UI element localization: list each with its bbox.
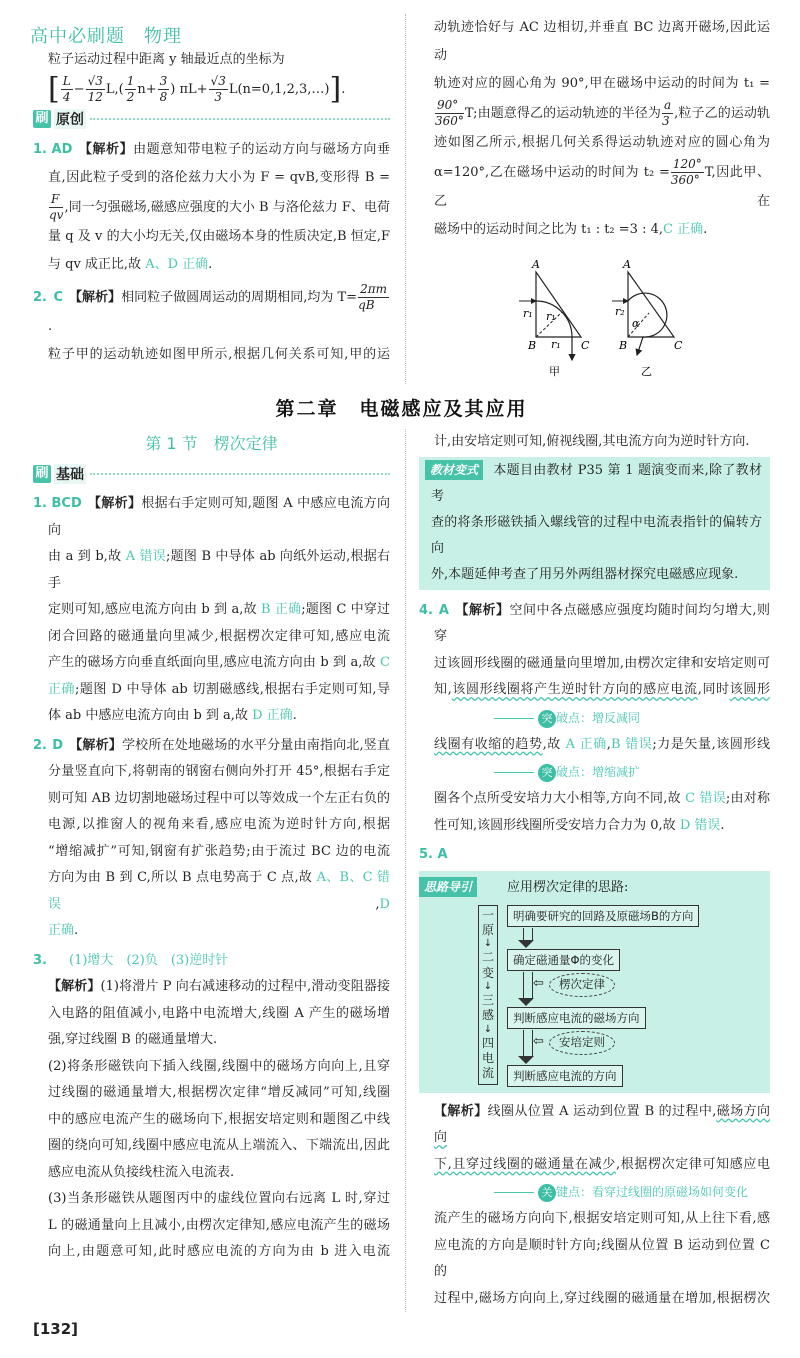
text-segment: ;题图 D 中导体 ab 切割磁感线,根据右手定则可知,导 (75, 681, 390, 697)
text-line (48, 918, 390, 945)
text-line (419, 598, 770, 651)
top-columns (30, 14, 770, 384)
text-segment: T;由题意得乙的运动轨迹的半径为 (464, 106, 661, 121)
text-line (48, 650, 390, 677)
side-char: 四 (481, 1035, 494, 1050)
analysis-tag: 【解析】 (87, 496, 142, 511)
answer-label: 2. C (33, 290, 63, 305)
text-segment: 直,因此粒子受到的洛伦兹力大小为 F = qvB,变形得 B = (48, 170, 390, 185)
right-column-bottom-wrap (405, 429, 770, 1312)
fraction (671, 157, 704, 188)
denominator: 12 (87, 90, 103, 104)
label-B: B (619, 339, 628, 352)
note-text: 破点：增缩减扩 (556, 765, 641, 779)
text-line (48, 1186, 390, 1213)
text-line (48, 1107, 390, 1134)
text-line (48, 1001, 390, 1028)
text-line (48, 865, 390, 918)
fraction (662, 98, 673, 129)
analysis-tag: 【解析】 (78, 142, 134, 157)
text-segment: (1)将滑片 P 向右减速移动的过程中,滑动变阻器接 (100, 979, 390, 994)
fraction (86, 74, 105, 105)
answer-block (419, 842, 770, 869)
answer-block (33, 948, 390, 975)
text-line (48, 1027, 390, 1054)
answer-block (33, 491, 390, 730)
right-column-top-wrap (405, 14, 770, 384)
denominator: 4 (62, 90, 71, 104)
denominator: qB (358, 298, 375, 312)
bottom-columns (33, 429, 770, 1312)
guide-side-steps (478, 905, 498, 1085)
answer-label: 1. AD (33, 142, 73, 157)
text-segment: 定则可知,感应电流方向由 b 到 a,故 (48, 602, 262, 617)
left-column-top (33, 46, 390, 369)
book-header-title: 高中必刷题 物理 (30, 26, 182, 47)
denominator: qv (49, 208, 64, 222)
answer-highlight: A、D 正确 (145, 257, 209, 272)
text-line (48, 1054, 390, 1081)
text-line (48, 677, 390, 704)
text-segment: α=120°,乙在磁场中运动的时间为 t₂ = (434, 165, 670, 180)
side-char: 一 (481, 907, 494, 922)
analysis-tag: 【解析】 (69, 290, 122, 305)
fraction (209, 74, 228, 105)
text-line (434, 216, 770, 244)
flow-step-2: 确定磁通量Φ的变化 (507, 949, 620, 971)
answer-highlight: C (380, 655, 390, 670)
badge-label: 基础 (54, 464, 86, 484)
dotted-rule (90, 118, 390, 120)
text-segment: ;题图 B 中导体 ab 向纸外运动,根据右手 (48, 549, 391, 591)
page-number: [132] (33, 1320, 79, 1338)
text-segment: 线圈从位置 A 运动到位置 B 的过程中, (487, 1103, 717, 1119)
section-badge (33, 105, 390, 133)
note-badge-icon: 突 (538, 710, 556, 728)
text-segment: 与 qv 成正比,故 (48, 257, 146, 272)
text-segment: . (292, 708, 297, 723)
answer-block (419, 598, 770, 840)
numerator: 3 (159, 74, 168, 88)
side-char: 电 (481, 1051, 494, 1066)
text-segment: 过线圈的磁通量增大,根据楞次定律“增反减同”可知,线圈 (48, 1085, 390, 1100)
text-line (48, 251, 390, 279)
fraction (358, 282, 389, 313)
fraction (125, 74, 137, 105)
text-line (431, 510, 762, 562)
analysis-tag: 【解析】 (455, 602, 510, 618)
text-segment: 量 q 及 v 的大小均无关,仅由磁场本身的性质决定,B 恒定,F (48, 229, 390, 244)
fraction (158, 74, 170, 105)
text-segment: 轨迹对应的圆心角为 90°,甲在磁场中运动的时间为 t₁ = (434, 76, 770, 91)
text-segment: 过该圆形线圈的磁通量向里增加,由楞次定律和安培定则可 (434, 655, 770, 671)
left-column-bottom (33, 460, 390, 1266)
down-arrow-icon: ↓ (483, 1023, 493, 1035)
text-segment: ,故 (542, 736, 566, 752)
text-line (434, 98, 770, 129)
text-segment: . (74, 923, 79, 938)
numerator: L (62, 74, 71, 88)
text-segment: . (720, 817, 725, 833)
text-line (434, 732, 770, 759)
key-underline: 该圆形线圈将产生逆时针方向的感应电流 (451, 682, 698, 697)
text-segment: ) πL+ (170, 82, 208, 97)
answer-block (33, 282, 390, 369)
hollow-down-arrow-icon (523, 1030, 533, 1056)
denominator: 2 (126, 90, 135, 104)
text-segment: 圈各个点所受安培力大小相等,方向不同,故 (434, 791, 686, 806)
key-underline: 磁场方向向 (434, 1103, 770, 1145)
answer-label: 5. A (419, 847, 448, 862)
text-line (434, 677, 770, 704)
text-line (33, 948, 390, 975)
text-segment: 外,本题延伸考查了用另外两组器材探究电磁感应现象. (431, 566, 739, 582)
right-column-bottom (419, 429, 770, 1312)
text-line (434, 157, 770, 216)
text-segment: 性可知,该圆形线圈所受安培力合力为 0,故 (434, 817, 680, 833)
text-segment: “增缩减扩”可知,钢窗有扩张趋势;由于流过 BC 边的电流 (48, 843, 390, 859)
text-line (434, 1233, 770, 1286)
text-line (434, 129, 770, 157)
badge-icon: 刷 (33, 465, 51, 483)
answer-highlight: A、B、C 错误 (48, 870, 390, 912)
text-line (48, 703, 390, 730)
analysis-tag: 【解析】 (48, 979, 101, 994)
text-segment: ,粒子乙的运动轨 (674, 106, 770, 121)
flow-step-3: 判断感应电流的磁场方向 (507, 1007, 646, 1029)
bracket: [ (48, 71, 60, 107)
denominator: 360° (670, 173, 700, 187)
rule-lenz-law: 楞次定律 (549, 973, 615, 997)
text-segment: n+ (137, 82, 157, 97)
answer-block (33, 136, 390, 279)
chapter-title: 第二章 电磁感应及其应用 (275, 398, 528, 420)
text-line (431, 562, 762, 588)
text-segment: L(n=0,1,2,3,…) (228, 82, 330, 97)
answer-highlight: D (379, 896, 390, 912)
text-segment: 计,由安培定则可知,俯视线圈,其电流方向为逆时针方向. (434, 434, 750, 449)
text-segment: ,同一匀强磁场,磁感应强度的大小 B 与洛伦兹力 F、电荷 (64, 200, 390, 215)
bracket: ] (329, 71, 342, 107)
numerator: 120° (672, 157, 702, 171)
text-segment: ,根据楞次定律可知感应电 (615, 1156, 770, 1172)
answer-label: 1. BCD (33, 496, 82, 511)
textbook-variant-box (419, 457, 770, 590)
hollow-down-arrow-icon (523, 972, 533, 998)
answer-highlight: B 正确 (261, 602, 302, 617)
text-line (48, 1080, 390, 1107)
text-line (33, 733, 390, 760)
text-segment: 入电路的阻值减小,电路中电流增大,线圈 A 产生的磁场增 (48, 1005, 390, 1021)
text-line (48, 974, 390, 1001)
rule-ampere-rule: 安培定则 (549, 1031, 615, 1055)
text-line (48, 1239, 390, 1266)
text-segment: 则可知 AB 边切割地磁场过程中可以等效成一个左正右负的 (48, 790, 390, 806)
answer-highlight: D 错误 (679, 817, 721, 833)
label-alpha: α (632, 317, 640, 330)
caption-yi: 乙 (641, 365, 652, 378)
text-line (434, 1286, 770, 1313)
figure-yi (612, 258, 683, 378)
label-B: B (528, 339, 537, 352)
text-segment: ;题图 C 中穿过 (301, 602, 390, 617)
text-segment: − (73, 82, 85, 97)
numerator: F (49, 192, 63, 208)
text-line (48, 71, 390, 107)
left-column-top-wrap (30, 14, 390, 369)
down-arrow-icon: ↓ (483, 980, 493, 992)
answer-block (33, 71, 390, 107)
badge-icon: 刷 (33, 110, 51, 128)
text-line (48, 192, 390, 223)
text-line (434, 70, 770, 98)
text-segment: 查的将条形磁铁插入螺线管的过程中电流表指针的偏转方向 (431, 514, 762, 556)
annotation-note (434, 1178, 770, 1206)
text-line (48, 1213, 390, 1240)
answer-highlight: D 正确 (252, 708, 293, 723)
text-segment: L,( (105, 82, 124, 97)
key-underline: 线圈有收缩的趋势 (434, 736, 543, 752)
text-line (431, 458, 762, 510)
text-line (48, 341, 390, 369)
note-badge-icon: 突 (538, 764, 556, 782)
note-text: 键点：看穿过线圈的原磁场如何变化 (556, 1185, 749, 1199)
analysis-tag: 【解析】 (434, 1103, 488, 1119)
text-segment: 圈的绕向可知,线圈中感应电流从上端流入、下端流出,因此 (48, 1138, 390, 1153)
note-badge-icon: 关 (538, 1184, 556, 1202)
text-line (434, 1206, 770, 1233)
arrow-icon (494, 1192, 534, 1193)
text-segment: 中的感应电流产生的磁场向下,根据安培定则和题图乙中线 (48, 1111, 390, 1127)
answer-highlight: A 正确 (565, 736, 607, 752)
text-segment: . (48, 319, 53, 334)
annotation-note (434, 758, 770, 786)
text-line (434, 429, 770, 456)
text-line (48, 46, 390, 74)
text-segment: L 的磁通量向上且减小,由楞次定律知,感应电流产生的磁场 (48, 1217, 390, 1233)
left-arrow-icon: ⇦ (533, 975, 544, 991)
side-char: 二 (481, 950, 494, 965)
fraction (61, 74, 73, 105)
text-segment: 由题意知带电粒子的运动方向与磁场方向垂 (133, 142, 390, 157)
text-segment: . (208, 257, 213, 272)
answer-label: 3. (33, 952, 47, 968)
text-segment: ,同时 (697, 682, 730, 697)
note-text: 破点：增反减同 (556, 710, 641, 725)
trajectory-figure (501, 250, 711, 380)
label-A: A (532, 258, 540, 271)
text-line (48, 1133, 390, 1160)
guide-title: 应用楞次定律的思路: (507, 879, 629, 895)
text-segment: 过程中,磁场方向向上,穿过线圈的磁通量在增加,根据楞次 (434, 1290, 770, 1306)
text-segment: 动轨迹恰好与 AC 边相切,并垂直 BC 边离开磁场,因此运动 (434, 20, 770, 63)
text-line (48, 812, 390, 839)
text-segment: . (703, 222, 708, 237)
text-line (48, 1160, 390, 1187)
text-line (434, 14, 770, 70)
answer-block (33, 733, 390, 945)
fraction (49, 192, 63, 223)
text-segment: 产生的磁场方向垂直纸面向里,感应电流方向由 b 到 a,故 (48, 655, 381, 670)
answer-block (419, 1099, 770, 1313)
text-line (434, 651, 770, 678)
guide-tag: 思路导引 (419, 877, 477, 897)
caption-jia: 甲 (549, 365, 560, 378)
text-segment: 体 ab 中感应电流方向由 b 到 a,故 (48, 708, 253, 723)
text-segment: 知, (434, 682, 452, 697)
text-segment: 感应电流从负接线柱流入电流表. (48, 1164, 235, 1180)
side-char: 流 (481, 1066, 494, 1081)
analysis-tag: 【解析】 (69, 737, 122, 753)
text-segment: 闭合回路的磁通量向里减少,根据楞次定律可知,感应电流 (48, 628, 390, 644)
side-char: 原 (481, 922, 494, 937)
text-segment: ;力是矢量,该圆形线 (652, 736, 770, 752)
text-segment: 根据右手定则可知,题图 A 中感应电流方向向 (48, 496, 390, 538)
text-segment: T,因此甲、乙在 (434, 165, 770, 209)
text-line (33, 491, 390, 544)
numerator: 2πm (360, 282, 387, 296)
numerator: 1 (126, 74, 135, 88)
text-segment: 空间中各点磁感应强度均随时间均匀增大,则穿 (434, 602, 770, 644)
annotation-note (434, 704, 770, 732)
denominator: 3 (662, 114, 670, 128)
numerator: a (664, 98, 672, 112)
text-segment: 向上,由题意可知,此时感应电流的方向为由 b 进入电流 (48, 1244, 390, 1259)
answer-highlight: C 正确 (663, 222, 704, 237)
arrow-icon (494, 718, 534, 719)
text-segment: 粒子甲的运动轨迹如图甲所示,根据几何关系可知,甲的运 (48, 347, 390, 362)
answer-block (33, 974, 390, 1054)
text-segment: 粒子运动过程中距离 y 轴最近点的坐标为 (48, 52, 285, 67)
text-line (48, 624, 390, 651)
text-segment: , (375, 896, 380, 912)
denominator: 3 (214, 90, 222, 104)
text-line (434, 813, 770, 840)
text-segment: 方向为由 B 到 C,所以 B 点电势高于 C 点,故 (48, 870, 317, 885)
text-segment: 应电流的方向是顺时针方向;线圈从位置 B 运动到位置 C 的 (434, 1237, 770, 1279)
text-line (48, 759, 390, 786)
answer-highlight: 正确 (48, 681, 75, 697)
right-column-top (419, 14, 770, 244)
box-tag: 教材变式 (425, 460, 483, 480)
flow-step-1: 明确要研究的回路及原磁场B的方向 (507, 905, 699, 927)
label-A: A (623, 258, 631, 271)
answer-label: 4. A (419, 602, 449, 618)
hollow-down-arrow-icon (523, 928, 533, 940)
highlight-box (419, 457, 770, 590)
answer-block (419, 14, 770, 244)
arrow-icon (494, 772, 534, 773)
answer-highlight: B 错误 (610, 736, 653, 752)
answer-label: 2. D (33, 737, 63, 753)
text-segment: 相同粒子做圆周运动的周期相同,均为 T= (121, 290, 358, 305)
side-char: 三 (481, 993, 494, 1008)
text-line (419, 842, 770, 869)
left-column-bottom-wrap (33, 429, 390, 1266)
text-segment: 由 a 到 b,故 (48, 549, 126, 564)
answer-highlight: (1)增大 (2)负 (3)逆时针 (69, 952, 229, 968)
numerator: 90° (435, 98, 464, 114)
numerator: √3 (87, 74, 103, 88)
label-r1: r₁ (551, 338, 561, 351)
text-line (48, 544, 390, 597)
badge-label: 原创 (54, 109, 86, 129)
section-title: 第 1 节 楞次定律 (145, 434, 278, 453)
label-r1: r₁ (523, 307, 533, 320)
figure-jia (519, 258, 590, 378)
text-line (48, 839, 390, 866)
key-underline: 下,且穿过线圈的磁通量在减少 (434, 1156, 616, 1172)
flow-step-4: 判断感应电流的方向 (507, 1065, 623, 1087)
text-segment: ;由对称 (725, 791, 770, 806)
text-segment: 流产生的磁场方向向下,根据安培定则可知,从上往下看,感 (434, 1211, 770, 1226)
text-line (48, 223, 390, 251)
dotted-rule (90, 473, 390, 475)
side-char: 感 (481, 1008, 494, 1023)
answer-highlight: 正确 (48, 923, 75, 938)
label-C: C (674, 339, 683, 352)
left-arrow-icon: ⇦ (533, 1033, 544, 1049)
text-segment: , (606, 736, 611, 752)
answer-block (33, 1186, 390, 1266)
text-line (48, 786, 390, 813)
text-segment: 分量竖直向下,将朝南的钢窗右侧向外打开 45°,根据右手定 (48, 764, 390, 779)
text-segment: 本题目由教材 P35 第 1 题演变而来,除了教材考 (431, 462, 762, 504)
answer-block (33, 1054, 390, 1187)
text-line (33, 136, 390, 164)
text-segment: 迹如图乙所示,根据几何关系得运动轨迹对应的圆心角为 (434, 135, 770, 150)
text-line (48, 164, 390, 192)
text-segment: (3)当条形磁铁从题图丙中的虚线位置向右远离 L 时,穿过 (48, 1191, 390, 1206)
down-arrow-icon: ↓ (483, 938, 493, 950)
answer-block (33, 46, 390, 74)
answer-highlight: C 错误 (685, 791, 726, 806)
text-line (33, 282, 390, 341)
fraction (435, 98, 464, 129)
denominator: 360° (435, 114, 464, 128)
label-r1: r₁ (546, 310, 556, 323)
text-segment: 电源,以推窗人的视角来看,感应电流为逆时针方向,根据 (48, 817, 390, 832)
text-line (48, 597, 390, 624)
text-line (434, 1152, 770, 1179)
text-segment: 学校所在处地磁场的水平分量由南指向北,竖直 (121, 737, 390, 753)
label-r2: r₂ (615, 305, 625, 318)
text-line (434, 1099, 770, 1152)
text-line (434, 786, 770, 813)
thinking-guide-box (419, 871, 770, 1093)
key-underline: 该圆形 (729, 682, 770, 697)
answer-highlight: A 错误 (125, 549, 166, 564)
denominator: 8 (159, 90, 168, 104)
text-segment: (2)将条形磁铁向下插入线圈,线圈中的磁场方向向上,且穿 (48, 1058, 390, 1074)
numerator: √3 (210, 74, 226, 88)
section-badge (33, 460, 390, 488)
text-segment: . (341, 82, 346, 97)
text-segment: 强,穿过线圈 B 的磁通量增大. (48, 1032, 218, 1047)
answer-block (419, 429, 770, 456)
label-C: C (581, 339, 590, 352)
side-char: 变 (481, 965, 494, 980)
text-segment: 磁场中的运动时间之比为 t₁ : t₂ =3 : 4, (434, 222, 663, 237)
